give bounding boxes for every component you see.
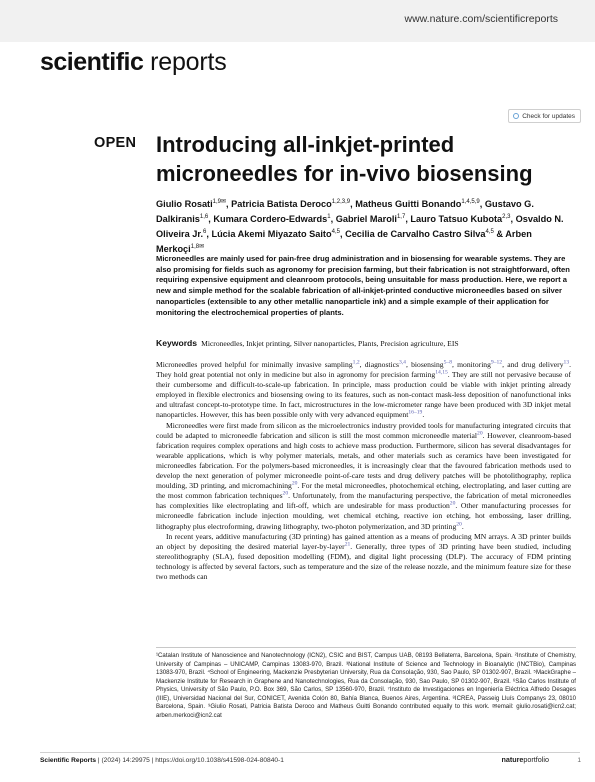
author-and: & bbox=[496, 229, 504, 240]
body-text bbox=[156, 360, 571, 582]
footer-citation: (2024) 14:29975 bbox=[101, 757, 150, 764]
body-text-segment: . Other manufacturing processes for microneedle fabrication include injection moulding, wet chemical etching, reactive ion etching, hot embossing, laser drilling, lithography plus electroforming, drawing lithography, two-photon polymerization, and 3D printing bbox=[156, 501, 571, 531]
body-text-segment: . For the metal microneedles, photochemical etching, electroplating, and laser cutting are the most common fabrication techniques bbox=[156, 481, 571, 501]
reference-link[interactable]: 20 bbox=[456, 520, 462, 527]
author-name[interactable]: Giulio Rosati bbox=[156, 199, 213, 210]
abstract: Microneedles are mainly used for pain-free drug administration and in biosensing for wearable systems. They are also promising for fields such as agronomy for precision farming, but their fabrication is not straightforward, often requiring expensive equipment and cleanroom protocols, being unsuitable for mass production. Here, we report a new and simple method for the scalable fabrication of all-inkjet-printed conductive microneedles based on silver nanoparticles (extensible to any other metallic nanoparticle ink) and a simple example of their application for monitoring the electrochemical properties of plants. bbox=[156, 254, 570, 317]
author-name[interactable]: Cecilia de Carvalho Castro Silva bbox=[345, 229, 486, 240]
publisher-logo-bold: nature bbox=[501, 755, 524, 764]
author-list: Giulio Rosati$^{1,9✉}$, Patricia Batista Deroco$^{1,2,3,9}$, Matheus Guitti Bonando$^{1,4,5,9}$, Gustavo G. Dalkiranis$^{1,6}$, Kumara Cordero-Edwards$^1$, Gabriel Maroli$^{1,7}$, Lauro Tatsuo Kubota$^{2,3}$, Osvaldo N. Oliveira Jr.$^6$, Lúcia Akemi Miyazato Saito$^{4,5}$, Cecilia de Carvalho Castro Silva$^{4,5}$ & Arben Merkoçi$^{1,8✉}$ bbox=[156, 199, 564, 255]
journal-logo-bold: scientific bbox=[40, 48, 144, 76]
journal-logo[interactable] bbox=[40, 48, 227, 77]
author-affiliation-marks[interactable]: 1,6 bbox=[199, 214, 209, 221]
reference-link[interactable]: 20 bbox=[477, 430, 483, 437]
body-text-segment: . bbox=[461, 521, 464, 531]
reference-link[interactable]: 5–8 bbox=[443, 359, 452, 366]
author-affiliation-marks[interactable]: 1,2,3,9 bbox=[331, 199, 351, 205]
body-text-segment: . However, cleanroom-based fabrication requires complex operations and high costs to achieve mass production. Furthermore, silicon has several disadvantages for wearable applications, which is why polymer materials, metals, and other materials such as ceramics have been investigated for microneedles fabrication. For the polymers-based microneedles, it is increasingly clear that the favoured fabrication methods used to develop the next generation of polymer microneedle point-of-care tests and drug delivery patches will be photolithography, replica moulding, 3D printing, and micromachining bbox=[156, 430, 571, 491]
journal-logo-light: reports bbox=[150, 48, 227, 76]
body-text-segment: , diagnostics bbox=[359, 360, 399, 369]
reference-link[interactable]: 20 bbox=[291, 480, 298, 487]
author-name[interactable]: Kumara Cordero-Edwards bbox=[213, 214, 328, 225]
publisher-logo bbox=[501, 755, 549, 764]
body-text-segment: . bbox=[422, 410, 425, 420]
author-name[interactable]: Lúcia Akemi Miyazato Saito bbox=[211, 229, 332, 240]
check-for-updates-label: Check for updates bbox=[522, 112, 575, 120]
keywords bbox=[156, 338, 571, 348]
site-url-link[interactable]: www.nature.com/scientificreports bbox=[404, 13, 558, 25]
author-name[interactable]: Patricia Batista Deroco bbox=[231, 199, 332, 210]
footer-separator bbox=[40, 752, 580, 753]
author-affiliation-marks[interactable]: 1 bbox=[327, 214, 331, 221]
keywords-label: Keywords bbox=[156, 338, 198, 348]
reference-link[interactable]: 14,15 bbox=[435, 369, 448, 376]
body-text-segment: , and drug delivery bbox=[502, 360, 564, 369]
author-affiliation-marks[interactable]: 4,5 bbox=[485, 229, 494, 236]
article-title-line-1: Introducing all-inkjet-printed bbox=[156, 132, 455, 157]
body-text-segment: , biosensing bbox=[405, 360, 444, 369]
body-text-segment: . They hold great potential not only in medicine but also in agronomy for precision farming bbox=[156, 360, 572, 380]
affiliations: ¹Catalan Institute of Nanoscience and Nanotechnology (ICN2), CSIC and BIST, Campus UAB, 08193 Bellaterra, Barcelona, Spain. ²Institute of Chemistry, University of Campinas – UNICAMP, Campinas 13083-970, Brazil. ³National Institute of Science and Technology in Bioanalytic (INCTBio), Campinas 13083-970, Brazil. ⁴School of Engineering, Mackenzie Presbyterian University, Rua da Consolação, 930, Sao Paulo, SP 01302-907, Brazil. ⁵MackGraphe – Mackenzie Institute for Research in Graphene and Nanotechnologies, Rua da Consolação, 930, Sao Paulo, SP 01302-907, Brazil. ⁶São Carlos Institute of Physics, University of São Paulo, P.O. Box 369, São Carlos, SP 13560-970, Brazil. ⁷Instituto de Investigaciones en Ingeniería Eléctrica Alfredo Desages (IIIE), Universidad Nacional del Sur, CONICET, Avenida Colón 80, Bahía Blanca, Buenos Aires, Argentina. ⁸ICREA, Passeig Lluís Companys 23, 08010 Barcelona, Spain. ⁹Giulio Rosati, Patricia Batista Deroco and Matheus Guitti Bonando contributed equally to this work. ✉email: giulio.rosati@icn2.cat; arben.merkoci@icn2.cat bbox=[156, 652, 576, 719]
author-name[interactable]: Gustavo G. Dalkiranis bbox=[156, 199, 534, 225]
publisher-logo-light: portfolio bbox=[523, 755, 549, 764]
body-paragraph bbox=[156, 421, 571, 532]
article-title-line-2: microneedles for in-vivo biosensing bbox=[156, 161, 533, 186]
body-paragraph bbox=[156, 360, 571, 421]
reference-link[interactable]: 21 bbox=[344, 541, 351, 548]
author-name[interactable]: Lauro Tatsuo Kubota bbox=[410, 214, 503, 225]
reference-link[interactable]: 13 bbox=[563, 359, 570, 366]
body-text-segment: . Generally, three types of 3D printing have been studied, including stereolithography (SLA), fused deposition modelling (FDM), and digital light processing (DLP). The accuracy of FDM printing technology is affected by several factors, such as temperature and the size of the release nozzle, and the minimum feature size for these two methods can bbox=[156, 541, 571, 581]
author-affiliation-marks[interactable]: 1,4,5,9 bbox=[461, 199, 480, 205]
article-title bbox=[156, 130, 576, 188]
refresh-icon bbox=[513, 113, 519, 119]
body-text-segment: Microneedles were first made from silicon as the microelectronics industry provided tools for manufacturing integrated circuits that could be adapted to microneedle fabrication and silicon is still the most common microneedle material bbox=[156, 420, 571, 440]
page-footer: Scientific Reports | (2024) 14:29975 | https://doi.org/10.1038/s41598-024-80840-1 bbox=[40, 757, 284, 764]
keywords-list: Microneedles, Inkjet printing, Silver nanoparticles, Plants, Precision agriculture, EIS bbox=[201, 339, 459, 348]
open-access-label: OPEN bbox=[94, 135, 137, 151]
reference-link[interactable]: 1,2 bbox=[352, 359, 360, 366]
body-text-segment: . They are still not pervasive because of their cumbersome and difficult-to-scale-up fabrication. In principle, mass production could be viable with inkjet printing already employed in flexible electronics and biosensing owing to its features, such as non-contact mask-less deposition of nanofunctional inks and ultrafast concept-to-prototype time. In fact, microstructures in the low-micrometer range have been produced with 3D inkjet metal nanoparticles. However, this has been possible only with very advanced equipment bbox=[156, 370, 571, 420]
author-affiliation-marks[interactable]: 2,3 bbox=[502, 214, 511, 221]
body-paragraph bbox=[156, 532, 571, 582]
author-affiliation-marks[interactable]: 1,7 bbox=[396, 214, 406, 221]
body-text-segment: . Unfortunately, from the manufacturing perspective, the fabrication of metal microneedles has complexities like electroplating and lift-off, which are undesirable for mass production bbox=[156, 491, 571, 511]
body-text-segment: In recent years, additive manufacturing (3D printing) has gained attention as a means of producing MN arrays. A 3D printer builds an object by depositing the desired material layer-by-layer bbox=[156, 531, 571, 551]
author-name[interactable]: Matheus Guitti Bonando bbox=[355, 199, 462, 210]
body-text-segment: Microneedles proved helpful for minimally invasive sampling bbox=[156, 360, 353, 369]
footer-doi-link[interactable]: https://doi.org/10.1038/s41598-024-80840-1 bbox=[155, 757, 284, 764]
author-name[interactable]: Arben Merkoçi bbox=[156, 229, 532, 255]
author-affiliation-marks[interactable]: 1,8✉ bbox=[190, 244, 205, 251]
author-affiliation-marks[interactable]: 6 bbox=[203, 229, 207, 236]
reference-link[interactable]: 16–19 bbox=[408, 409, 423, 416]
footer-journal: Scientific Reports bbox=[40, 757, 97, 764]
author-affiliation-marks[interactable]: 1,9✉ bbox=[212, 199, 227, 205]
page-number: 1 bbox=[577, 757, 581, 764]
reference-link[interactable]: 3,4 bbox=[398, 359, 406, 366]
author-affiliation-marks[interactable]: 4,5 bbox=[331, 229, 340, 236]
author-name[interactable]: Gabriel Maroli bbox=[335, 214, 397, 225]
reference-link[interactable]: 20 bbox=[282, 490, 289, 497]
author-name[interactable]: Osvaldo N. Oliveira Jr. bbox=[156, 214, 564, 240]
reference-link[interactable]: 9–12 bbox=[490, 359, 503, 366]
body-text-segment: , monitoring bbox=[452, 360, 491, 369]
affiliations-divider bbox=[156, 647, 576, 648]
check-for-updates-button[interactable] bbox=[508, 109, 581, 123]
reference-link[interactable]: 20 bbox=[449, 500, 456, 507]
